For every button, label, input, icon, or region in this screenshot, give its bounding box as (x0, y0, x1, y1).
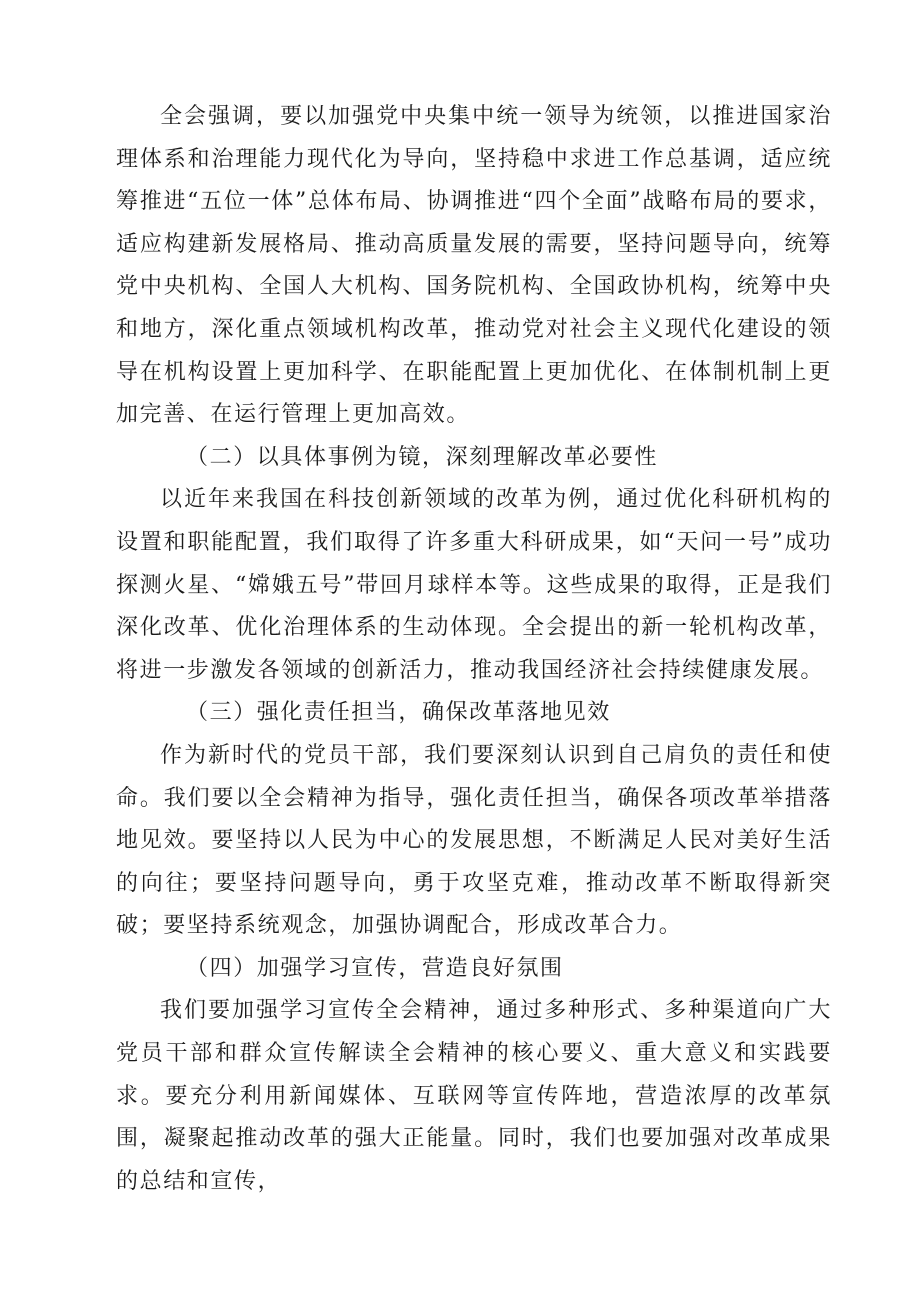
section-heading-2: （二）以具体事例为镜，深刻理解改革必要性 (186, 444, 659, 470)
body-paragraph-2: 以近年来我国在科技创新领域的改革为例，通过优化科研机构的设置和职能配置，我们取得了许多重大科研成果，如“天问一号”成功探测火星、“嫦娥五号”带回月球样本等。这些成果的取得，正是我们深化改革、优化治理体系的生动体现。全会提出的新一轮机构改革，将进一步激发各领域的创新活力，推动我国经济社会持续健康发展。 (116, 487, 832, 683)
section-heading-4: （四）加强学习宣传，营造良好氛围 (186, 955, 564, 981)
body-paragraph-3: 作为新时代的党员干部，我们要深刻认识到自己肩负的责任和使命。我们要以全会精神为指导，强化责任担当，确保各项改革举措落地见效。要坚持以人民为中心的发展思想，不断满足人民对美好生活的向往；要坚持问题导向，勇于攻坚克难，推动改革不断取得新突破；要坚持系统观念，加强协调配合，形成改革合力。 (116, 742, 832, 939)
body-paragraph-1: 全会强调，要以加强党中央集中统一领导为统领，以推进国家治理体系和治理能力现代化为导向，坚持稳中求进工作总基调，适应统筹推进“五位一体”总体布局、协调推进“四个全面”战略布局的要求，适应构建新发展格局、推动高质量发展的需要，坚持问题导向，统筹党中央机构、全国人大机构、国务院机构、全国政协机构，统筹中央和地方，深化重点领域机构改革，推动党对社会主义现代化建设的领导在机构设置上更加科学、在职能配置上更加优化、在体制机制上更加完善、在运行管理上更加高效。 (116, 104, 832, 428)
body-paragraph-4: 我们要加强学习宣传全会精神，通过多种形式、多种渠道向广大党员干部和群众宣传解读全会精神的核心要义、重大意义和实践要求。要充分利用新闻媒体、互联网等宣传阵地，营造浓厚的改革氛围，凝聚起推动改革的强大正能量。同时，我们也要加强对改革成果的总结和宣传， (116, 998, 832, 1194)
section-heading-3: （三）强化责任担当，确保改革落地见效 (186, 700, 611, 726)
